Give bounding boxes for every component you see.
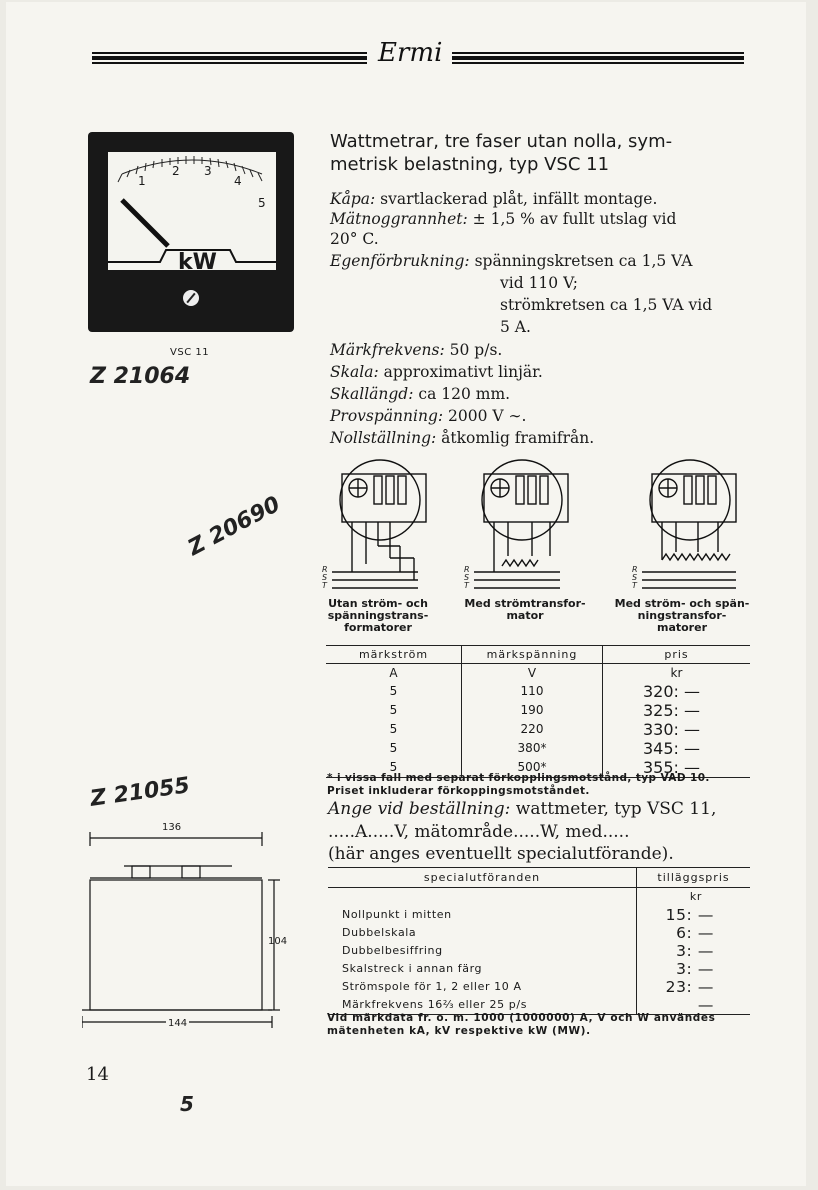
spec-consumption-cont-1: vid 110 V; (500, 274, 578, 292)
col-header-voltage: märkspänning (462, 646, 603, 664)
col-header-extra-price: tilläggspris (637, 868, 751, 888)
col-header-special: specialutföranden (328, 868, 637, 888)
scale-label-5: 5 (258, 196, 266, 210)
order-line-1: Ange vid beställning: wattmeter, typ VSC 11, (328, 799, 717, 819)
scale-label-2: 2 (172, 164, 180, 178)
spec-frequency: Märkfrekvens: 50 p/s. (330, 341, 503, 359)
table-row: Strömspole för 1, 2 eller 10 A 23: — (328, 978, 750, 996)
wiring-diagrams (322, 448, 762, 598)
header-rule-left (92, 52, 367, 64)
table-row: 5 380* 345: — (326, 739, 750, 758)
diagram-caption-3: Med ström- och spän- ningstransfor- matorer (614, 597, 750, 634)
table-row: Dubbelskala 6: — (328, 924, 750, 942)
spec-scale-length: Skallängd: ca 120 mm. (330, 385, 511, 403)
footnote-units: Vid märkdata fr. o. m. 1000 (1000000) A, V och W användes mätenheten kA, kV respektive kW (MW). (327, 1012, 716, 1037)
phase-label-r-2: R (464, 565, 470, 574)
spec-consumption: Egenförbrukning: spänningskretsen ca 1,5 VA (330, 252, 693, 270)
zero-adjust-screw-icon (183, 290, 199, 306)
table-row: 5 190 325: — (326, 701, 750, 720)
title-line-2: metrisk belastning, typ VSC 11 (330, 154, 610, 175)
phase-label-s-1: S (322, 573, 328, 582)
diagram-caption-2: Med strömtransfor- mator (464, 597, 586, 622)
table-row: 5 220 330: — (326, 720, 750, 739)
scale-label-4: 4 (234, 174, 242, 188)
spec-zero-adjust: Nollställning: åtkomlig framifrån. (330, 429, 595, 447)
phase-label-s-2: S (464, 573, 470, 582)
page-number: 14 (86, 1064, 109, 1085)
scale-label-1: 1 (138, 174, 146, 188)
spec-test-voltage: Provspänning: 2000 V ∼. (330, 407, 527, 425)
special-versions-table (328, 867, 750, 1015)
footnote-separate-resistor: * i vissa fall med separat förkopplingsmotstånd, typ VAD 10. (327, 772, 710, 784)
scale-label-3: 3 (204, 164, 212, 178)
spec-kapa: Kåpa: svartlackerad plåt, infällt montage. (330, 190, 658, 208)
spec-scale: Skala: approximativt linjär. (330, 363, 543, 381)
spec-accuracy-cont: 20° C. (330, 230, 379, 248)
spec-accuracy: Mätnoggrannhet: ± 1,5 % av fullt utslag vid (330, 210, 677, 228)
handwritten-number-1: Z 21064 (90, 364, 191, 389)
meter-caption: VSC 11 (170, 347, 210, 358)
phase-label-r-1: R (322, 565, 328, 574)
col-header-current: märkström (326, 646, 462, 664)
table-row: 5 110 320: — (326, 682, 750, 701)
handwritten-number-2: Z 20690 (184, 491, 285, 561)
footnote-price-included: Priset inkluderar förkoppingsmotståndet. (327, 785, 590, 797)
order-line-3: (här anges eventuellt specialutförande). (328, 844, 674, 864)
table-row: Skalstreck i annan färg 3: — (328, 960, 750, 978)
header-rule-right (452, 52, 744, 64)
phase-label-s-3: S (632, 573, 638, 582)
spec-consumption-cont-2: strömkretsen ca 1,5 VA vid (500, 296, 713, 314)
col-header-price: pris (603, 646, 751, 664)
phase-label-r-3: R (632, 565, 638, 574)
price-table (326, 645, 750, 778)
table-row: 5 500* 355: — (326, 758, 750, 778)
title-line-1: Wattmetrar, tre faser utan nolla, sym- (330, 131, 673, 152)
spec-consumption-cont-3: 5 A. (500, 318, 531, 336)
table-row: Nollpunkt i mitten 15: — (328, 906, 750, 924)
diagram-caption-1: Utan ström- och spänningstrans- formatorer (327, 597, 429, 634)
meter-unit-label: kW (178, 250, 217, 275)
handwritten-number-3: Z 21055 (88, 773, 192, 812)
dim-width-label: 136 (162, 822, 182, 833)
table-row: kr (328, 888, 750, 906)
dim-height-label: 104 (268, 936, 288, 947)
handwritten-page-mark: 5 (180, 1092, 194, 1116)
phase-label-t-3: T (632, 581, 637, 590)
phase-label-t-2: T (464, 581, 469, 590)
phase-label-t-1: T (322, 581, 327, 590)
order-line-2: .....A.....V, mätområde.....W, med..... (328, 822, 630, 842)
table-row: Dubbelbesiffring 3: — (328, 942, 750, 960)
dim-base-label: 144 (168, 1018, 188, 1029)
dimension-drawing (82, 826, 292, 1040)
brand-logo: Ermi (378, 38, 443, 68)
table-row: Märkfrekvens 16⅔ eller 25 p/s — (328, 996, 750, 1015)
table-row: A V kr (326, 664, 750, 682)
product-title (330, 130, 760, 176)
